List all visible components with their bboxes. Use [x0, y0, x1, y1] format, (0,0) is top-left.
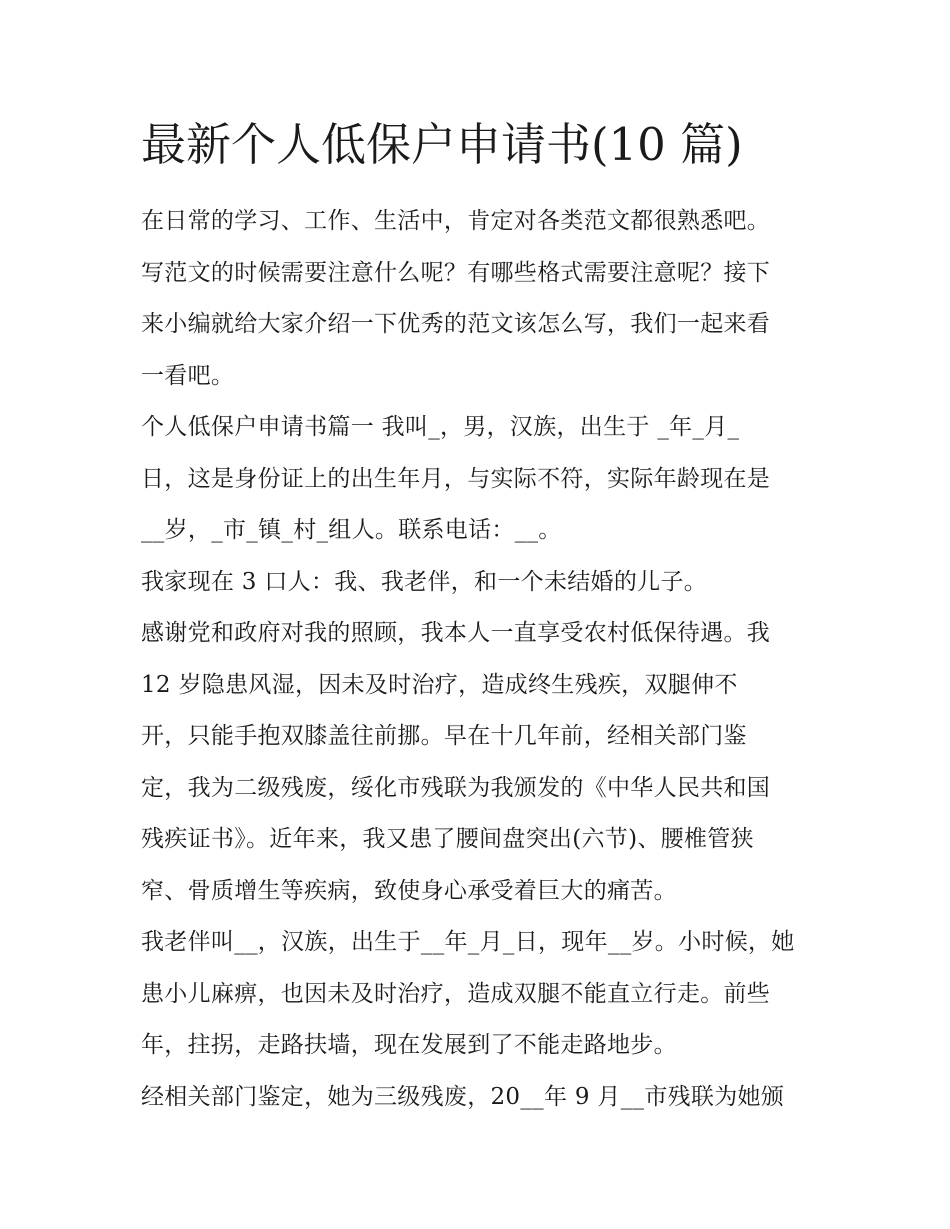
- paragraph-line: 残疾证书》。近年来，我又患了腰间盘突出(六节)、腰椎管狭: [141, 826, 754, 852]
- paragraph-line: 写范文的时候需要注意什么呢？有哪些格式需要注意呢？接下: [141, 259, 771, 286]
- paragraph-line: 经相关部门鉴定，她为三级残废，20__年 9 月__市残联为她颁: [141, 1083, 785, 1110]
- paragraph-line: 我老伴叫__，汉族，出生于__年_月_日，现年__岁。小时候，她: [141, 929, 795, 955]
- paragraph-line: 一看吧。: [141, 362, 235, 389]
- document-body: [141, 196, 821, 1123]
- paragraph-line: 窄、骨质增生等疾病，致使身心承受着巨大的痛苦。: [141, 877, 677, 904]
- paragraph-line: 患小儿麻痹，也因未及时治疗，造成双腿不能直立行走。前些: [141, 980, 771, 1007]
- document-title: 最新个人低保户申请书(10 篇): [141, 118, 743, 171]
- paragraph-line: 来小编就给大家介绍一下优秀的范文该怎么写，我们一起来看: [141, 311, 771, 337]
- paragraph-line: 开，只能手抱双膝盖往前挪。早在十几年前，经相关部门鉴: [141, 723, 747, 749]
- paragraph-line: 我家现在 3 口人：我、我老伴，和一个未结婚的儿子。: [141, 568, 708, 595]
- paragraph-line: 感谢党和政府对我的照顾，我本人一直享受农村低保待遇。我: [141, 620, 771, 646]
- paragraph-line: 12 岁隐患风湿，因未及时治疗，造成终生残疾，双腿伸不: [141, 671, 738, 698]
- paragraph-line: 定，我为二级残废，绥化市残联为我颁发的《中华人民共和国: [141, 774, 771, 801]
- paragraph-line: 日，这是身份证上的出生年月，与实际不符，实际年龄现在是: [141, 465, 771, 492]
- paragraph-line: 个人低保户申请书篇一 我叫_，男，汉族，出生于 _年_月_: [141, 414, 740, 440]
- paragraph-line: __岁，_市_镇_村_组人。联系电话：__。: [141, 517, 562, 543]
- paragraph-line: 年，拄拐，走路扶墙，现在发展到了不能走路地步。: [141, 1032, 677, 1058]
- paragraph-line: 在日常的学习、工作、生活中，肯定对各类范文都很熟悉吧。: [141, 208, 771, 234]
